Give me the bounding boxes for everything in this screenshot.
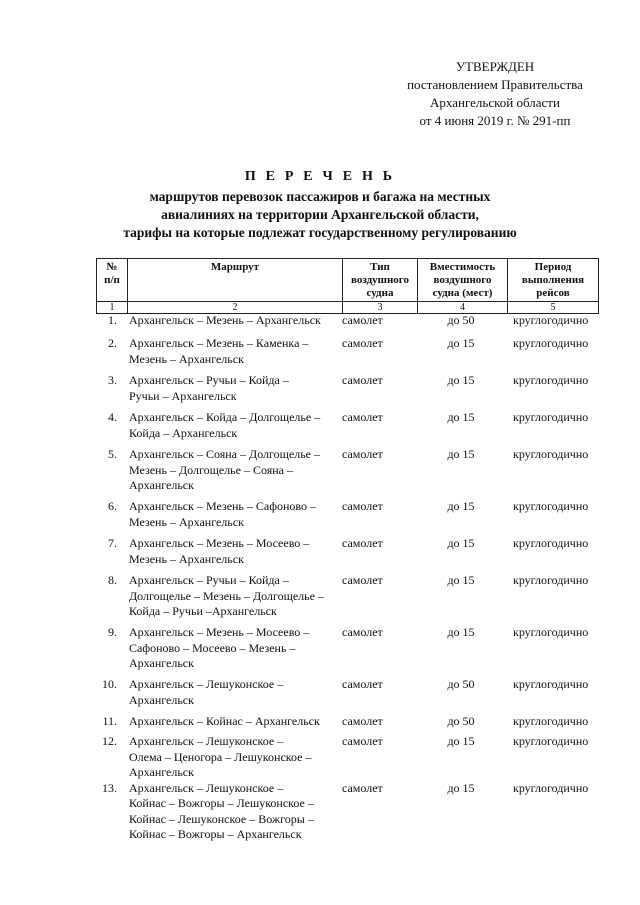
route-cell xyxy=(127,499,342,536)
route-line: Архангельск xyxy=(129,692,194,707)
aircraft-capacity: до 15 xyxy=(447,410,475,424)
row-number: 3. xyxy=(108,373,117,387)
aircraft-type: самолет xyxy=(342,780,383,795)
approval-title: УТВЕРЖДЕН xyxy=(455,59,535,74)
approval-block xyxy=(355,58,635,130)
route-cell xyxy=(127,714,342,734)
header-line: Вместимость xyxy=(429,261,496,273)
row-number: 1. xyxy=(108,313,117,327)
row-number: 13. xyxy=(102,780,117,795)
route-cell xyxy=(127,536,342,573)
flight-period: круглогодично xyxy=(513,780,589,795)
table-row xyxy=(96,447,598,499)
aircraft-type: самолет xyxy=(342,536,383,550)
aircraft-type: самолет xyxy=(342,625,383,639)
flight-period: круглогодично xyxy=(513,313,589,327)
route-cell xyxy=(127,677,342,714)
flight-period: круглогодично xyxy=(513,410,589,424)
route-line: Долгощелье – Мезень – Долгощелье – xyxy=(129,588,324,603)
header-line: Период xyxy=(534,261,572,273)
table-row xyxy=(96,336,598,373)
route-cell xyxy=(127,410,342,447)
title-line: тарифы на которые подлежат государственному регулированию xyxy=(123,225,517,240)
header-line: Маршрут xyxy=(210,261,260,273)
aircraft-type: самолет xyxy=(342,410,383,424)
table-row xyxy=(96,536,598,573)
row-number: 12. xyxy=(102,734,117,748)
column-number: 1 xyxy=(97,302,128,314)
flight-period: круглогодично xyxy=(513,447,589,461)
aircraft-capacity: до 15 xyxy=(447,499,475,513)
table-header xyxy=(96,258,599,314)
route-line: Мезень – Долгощелье – Сояна – xyxy=(129,462,293,477)
row-number: 4. xyxy=(108,410,117,424)
route-line: Архангельск – Койда – Долгощелье – xyxy=(129,410,321,424)
row-number: 9. xyxy=(108,625,117,639)
column-number: 2 xyxy=(128,302,343,314)
flight-period: круглогодично xyxy=(513,499,589,513)
aircraft-type: самолет xyxy=(342,573,383,587)
header-line: № xyxy=(106,261,118,273)
table-row xyxy=(96,499,598,536)
aircraft-capacity: до 50 xyxy=(447,313,475,327)
column-number: 5 xyxy=(508,302,599,314)
aircraft-type: самолет xyxy=(342,447,383,461)
route-line: Архангельск – Лешуконское – xyxy=(129,780,284,795)
route-line: Койда – Архангельск xyxy=(129,425,238,440)
route-line: Архангельск – Сояна – Долгощелье – xyxy=(129,447,320,461)
header-line: Тип xyxy=(370,261,390,273)
aircraft-capacity: до 15 xyxy=(447,536,475,550)
row-number: 7. xyxy=(108,536,117,550)
table-row xyxy=(96,677,598,714)
route-line: Архангельск – Мезень – Архангельск xyxy=(129,313,321,327)
route-line: Олема – Ценогора – Лешуконское – xyxy=(129,749,312,764)
aircraft-capacity: до 50 xyxy=(447,714,475,728)
route-line: Архангельск – Ручьи – Койда – xyxy=(129,373,289,387)
aircraft-capacity: до 15 xyxy=(447,336,475,350)
table-row xyxy=(96,714,598,734)
aircraft-capacity: до 15 xyxy=(447,447,475,461)
route-cell xyxy=(127,373,342,410)
route-line: Мезень – Архангельск xyxy=(129,551,244,566)
header-line: воздушного xyxy=(433,274,492,286)
row-number: 11. xyxy=(102,714,117,728)
aircraft-capacity: до 15 xyxy=(447,780,475,795)
flight-period: круглогодично xyxy=(513,677,589,691)
aircraft-type: самолет xyxy=(342,734,383,748)
route-line: Архангельск – Лешуконское – xyxy=(129,677,284,691)
route-cell xyxy=(127,781,342,843)
flight-period: круглогодично xyxy=(513,373,589,387)
row-number: 8. xyxy=(108,573,117,587)
route-line: Сафоново – Мосеево – Мезень – xyxy=(129,640,296,655)
route-line: Архангельск xyxy=(129,478,194,492)
header-capacity xyxy=(418,259,508,302)
table-row xyxy=(96,781,598,843)
route-cell xyxy=(127,625,342,677)
header-line: судна (мест) xyxy=(432,287,493,299)
table-row xyxy=(96,410,598,447)
route-line: Ручьи – Архангельск xyxy=(129,388,237,403)
aircraft-capacity: до 15 xyxy=(447,373,475,387)
table-row xyxy=(96,734,598,781)
route-line: Архангельск xyxy=(129,765,194,779)
header-route xyxy=(128,259,343,302)
header-line: выполнения xyxy=(521,274,585,286)
title-line: маршрутов перевозок пассажиров и багажа на местных xyxy=(149,189,491,204)
route-cell xyxy=(127,734,342,781)
header-line: судна xyxy=(366,287,394,299)
document-title xyxy=(40,168,600,242)
aircraft-capacity: до 50 xyxy=(447,677,475,691)
route-line: Архангельск – Лешуконское – xyxy=(129,734,284,748)
flight-period: круглогодично xyxy=(513,536,589,550)
header-line: рейсов xyxy=(536,287,570,299)
route-line: Архангельск – Койнас – Архангельск xyxy=(129,714,320,728)
table-row xyxy=(96,573,598,625)
route-line: Койнас – Вожгоры – Лешуконское – xyxy=(129,796,314,810)
table-row xyxy=(96,313,598,336)
flight-period: круглогодично xyxy=(513,573,589,587)
approval-date: от 4 июня 2019 г. № 291-пп xyxy=(419,113,571,128)
header-line: воздушного xyxy=(351,274,409,286)
column-number: 3 xyxy=(343,302,418,314)
flight-period: круглогодично xyxy=(513,625,589,639)
row-number: 5. xyxy=(108,447,117,461)
aircraft-type: самолет xyxy=(342,677,383,691)
header-period xyxy=(508,259,599,302)
route-line: Койнас – Вожгоры – Архангельск xyxy=(129,827,302,841)
route-line: Койнас – Лешуконское – Вожгоры – xyxy=(129,811,314,826)
row-number: 10. xyxy=(102,677,117,691)
route-line: Мезень – Архангельск xyxy=(129,351,244,366)
aircraft-type: самолет xyxy=(342,499,383,513)
route-line: Архангельск – Ручьи – Койда – xyxy=(129,573,289,587)
route-line: Архангельск xyxy=(129,656,194,670)
route-line: Архангельск – Мезень – Каменка – xyxy=(129,336,309,350)
routes-table xyxy=(96,313,598,843)
flight-period: круглогодично xyxy=(513,714,589,728)
flight-period: круглогодично xyxy=(513,734,589,748)
aircraft-capacity: до 15 xyxy=(447,734,475,748)
title-line: авиалиниях на территории Архангельской области, xyxy=(161,207,479,222)
aircraft-type: самолет xyxy=(342,373,383,387)
route-line: Койда – Ручьи –Архангельск xyxy=(129,604,277,618)
approval-by: постановлением Правительства xyxy=(407,77,583,92)
approval-region: Архангельской области xyxy=(430,95,560,110)
flight-period: круглогодично xyxy=(513,336,589,350)
aircraft-capacity: до 15 xyxy=(447,625,475,639)
header-line: п/п xyxy=(104,274,120,286)
title-heading: П Е Р Е Ч Е Н Ь xyxy=(244,169,396,184)
aircraft-capacity: до 15 xyxy=(447,573,475,587)
route-cell xyxy=(127,336,342,373)
route-cell xyxy=(127,573,342,625)
aircraft-type: самолет xyxy=(342,313,383,327)
header-aircraft-type xyxy=(343,259,418,302)
table-row xyxy=(96,373,598,410)
route-line: Архангельск – Мезень – Мосеево – xyxy=(129,625,310,639)
row-number: 6. xyxy=(108,499,117,513)
row-number: 2. xyxy=(108,336,117,350)
route-cell xyxy=(127,313,342,336)
table-row xyxy=(96,625,598,677)
route-line: Архангельск – Мезень – Сафоново – xyxy=(129,499,317,513)
route-line: Архангельск – Мезень – Мосеево – xyxy=(129,536,310,550)
aircraft-type: самолет xyxy=(342,336,383,350)
aircraft-type: самолет xyxy=(342,714,383,728)
route-cell xyxy=(127,447,342,499)
header-number xyxy=(97,259,128,302)
column-number: 4 xyxy=(418,302,508,314)
route-line: Мезень – Архангельск xyxy=(129,514,244,529)
